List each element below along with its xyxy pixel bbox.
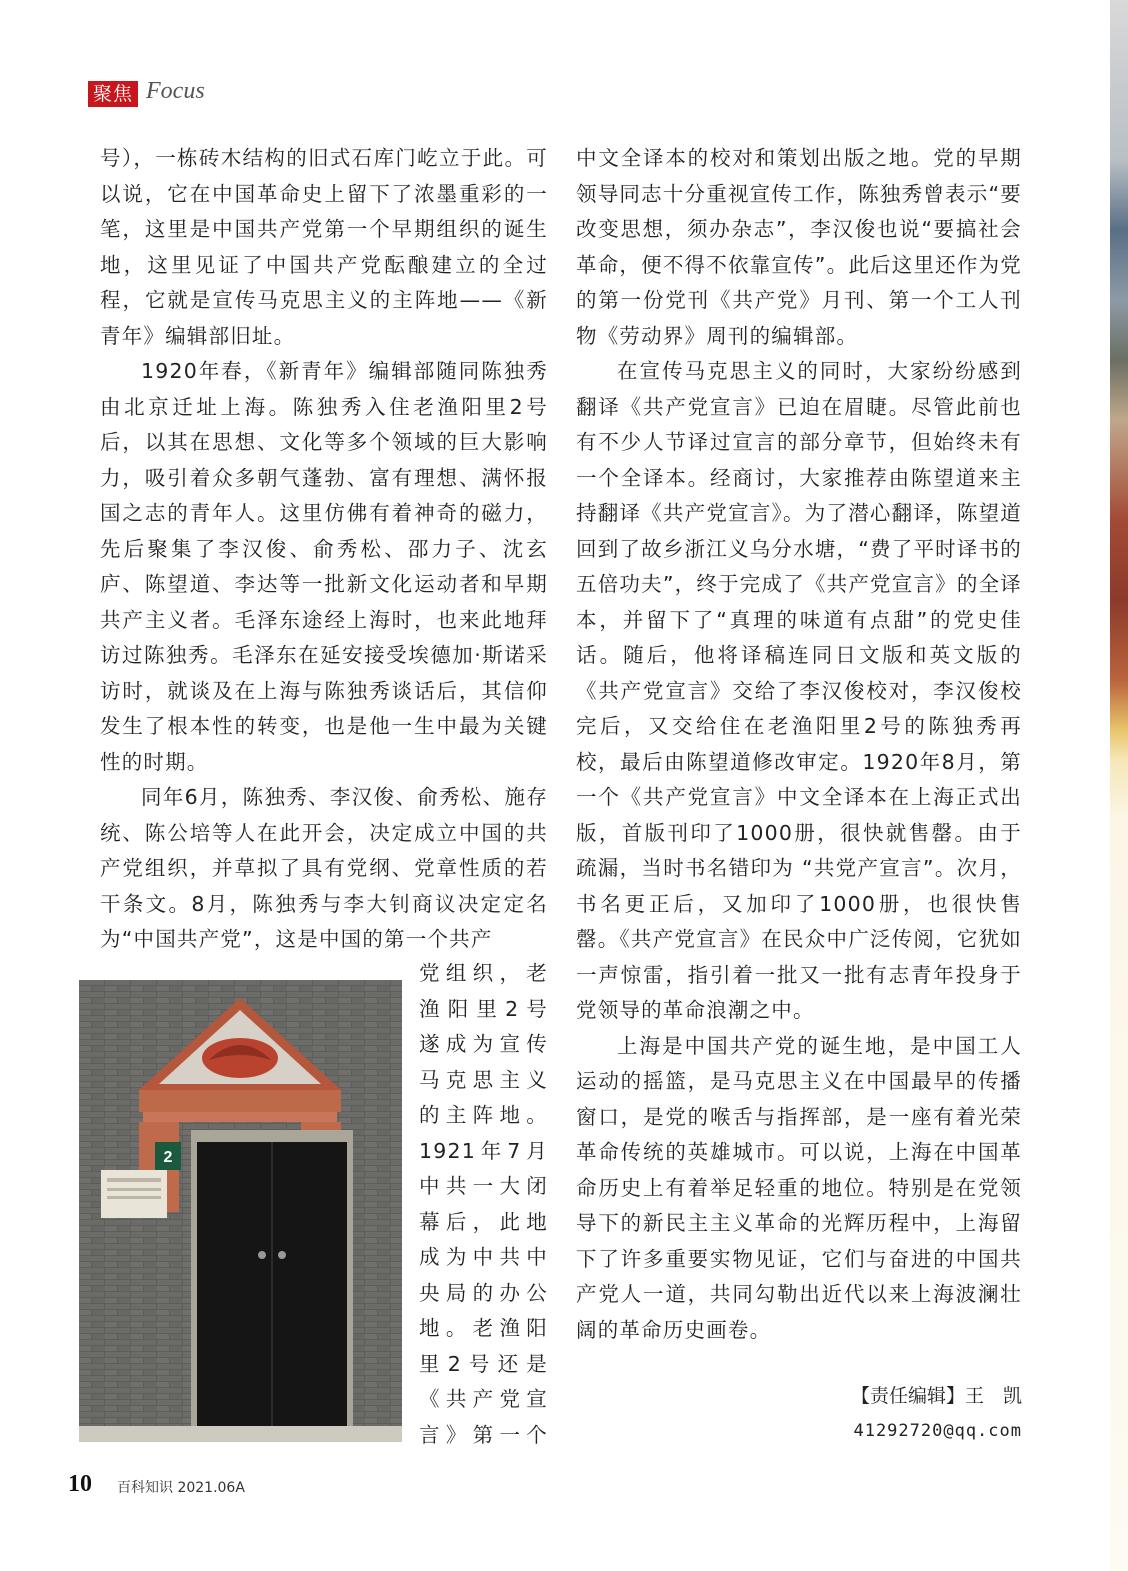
publication-info: 百科知识 2021.06A xyxy=(117,1480,245,1496)
wrap-line: 《共产党宣 xyxy=(419,1387,548,1411)
wrap-line: 地。老渔阳 xyxy=(419,1316,548,1340)
wrap-line: 幕后，此地 xyxy=(419,1209,548,1234)
left-paragraph: 号），一栋砖木结构的旧式石库门屹立于此。可以说，它在中国革命史上留下了浓墨重彩的一笔，这里是中国共产党第一个早期组织的诞生地，这里见证了中国共产党酝酿建立的全过程，它就是宣传马克思主义的主阵地——《新青年》编辑部旧址。 xyxy=(100,146,548,348)
page-number: 10 xyxy=(68,1471,92,1497)
shikumen-door-photo xyxy=(79,980,402,1442)
wrap-line: 央局的办公 xyxy=(419,1280,548,1305)
section-tag: 聚焦 xyxy=(88,81,138,107)
right-paragraph: 中文全译本的校对和策划出版之地。党的早期领导同志十分重视宣传工作，陈独秀曾表示“要改变思想，须办杂志”，李汉俊也说“要搞社会革命，便不得不依靠宣传”。此后这里还作为党的第一份党刊《共产党》月刊、第一个工人刊物《劳动界》周刊的编辑部。 xyxy=(576,146,1022,348)
editor-credit: 【责任编辑】王 凯 xyxy=(850,1385,1022,1407)
wrap-line: 中共一大闭 xyxy=(419,1174,548,1198)
right-paragraph: 在宣传马克思主义的同时，大家纷纷感到翻译《共产党宣言》已迫在眉睫。尽管此前也有不少人节译过宣言的部分章节，但始终未有一个全译本。经商讨，大家推荐由陈望道来主持翻译《共产党宣言》。为了潜心翻译，陈望道回到了故乡浙江义乌分水塘，“费了平时译书的五倍功夫”，终于完成了《共产党宣言》的全译本，并留下了“真理的味道有点甜”的党史佳话。随后，他将译稿连同日文版和英文版的《共产党宣言》交给了李汉俊校对，李汉俊校完后，又交给住在老渔阳里2号的陈独秀再校，最后由陈望道修改审定。1920年8月，第一个《共产党宣言》中文全译本在上海正式出版，首版刊印了1000册，很快就售罄。由于疏漏，当时书名错印为 “共党产宣言”。次月，书名更正后，又加印了1000册，也很快售罄。《共产党宣言》在民众中广泛传阅，它犹如一声惊雷，指引着一批又一批有志青年投身于党领导的革命浪潮之中。 xyxy=(576,359,1022,1022)
wrap-text xyxy=(419,956,548,1453)
right-column xyxy=(576,141,1022,1348)
wrap-line: 里2号还是 xyxy=(419,1351,548,1376)
wrap-line: 成为中共中 xyxy=(419,1245,548,1269)
editor-email: 41292720@qq.com xyxy=(853,1421,1022,1441)
wrap-line: 马克思主义 xyxy=(419,1067,548,1092)
wrap-line: 言》第一个 xyxy=(419,1422,548,1447)
wrap-line: 1921年7月 xyxy=(419,1138,548,1163)
wrap-line: 党组织，老 xyxy=(419,961,548,985)
left-column xyxy=(100,141,548,958)
wrap-line: 的主阵地。 xyxy=(419,1103,548,1127)
wrap-line: 渔阳里2号 xyxy=(419,996,548,1021)
edge-photo-strip xyxy=(1110,0,1128,1571)
wrap-line: 遂成为宣传 xyxy=(419,1032,548,1056)
house-number: 2 xyxy=(163,1149,173,1166)
left-paragraph: 同年6月，陈独秀、李汉俊、俞秀松、施存统、陈公培等人在此开会，决定成立中国的共产党组织，并草拟了具有党纲、党章性质的若干条文。8月，陈独秀与李大钊商议决定定名为“中国共产党”，这是中国的第一个共产 xyxy=(100,785,548,951)
left-paragraph: 1920年春，《新青年》编辑部随同陈独秀由北京迁址上海。陈独秀入住老渔阳里2号后，以其在思想、文化等多个领域的巨大影响力，吸引着众多朝气蓬勃、富有理想、满怀报国之志的青年人。这里仿佛有着神奇的磁力，先后聚集了李汉俊、俞秀松、邵力子、沈玄庐、陈望道、李达等一批新文化运动者和早期共产主义者。毛泽东途经上海时，也来此地拜访过陈独秀。毛泽东在延安接受埃德加·斯诺采访时，就谈及在上海与陈独秀谈话后，其信仰发生了根本性的转变，也是他一生中最为关键性的时期。 xyxy=(100,359,548,774)
section-english: Focus xyxy=(146,78,205,104)
right-paragraph: 上海是中国共产党的诞生地，是中国工人运动的摇篮，是马克思主义在中国最早的传播窗口，是党的喉舌与指挥部，是一座有着光荣革命传统的英雄城市。可以说，上海在中国革命历史上有着举足轻重的地位。特别是在党领导下的新民主主义革命的光辉历程中，上海留下了许多重要实物见证，它们与奋进的中国共产党人一道，共同勾勒出近代以来上海波澜壮阔的革命历史画卷。 xyxy=(576,1033,1022,1342)
